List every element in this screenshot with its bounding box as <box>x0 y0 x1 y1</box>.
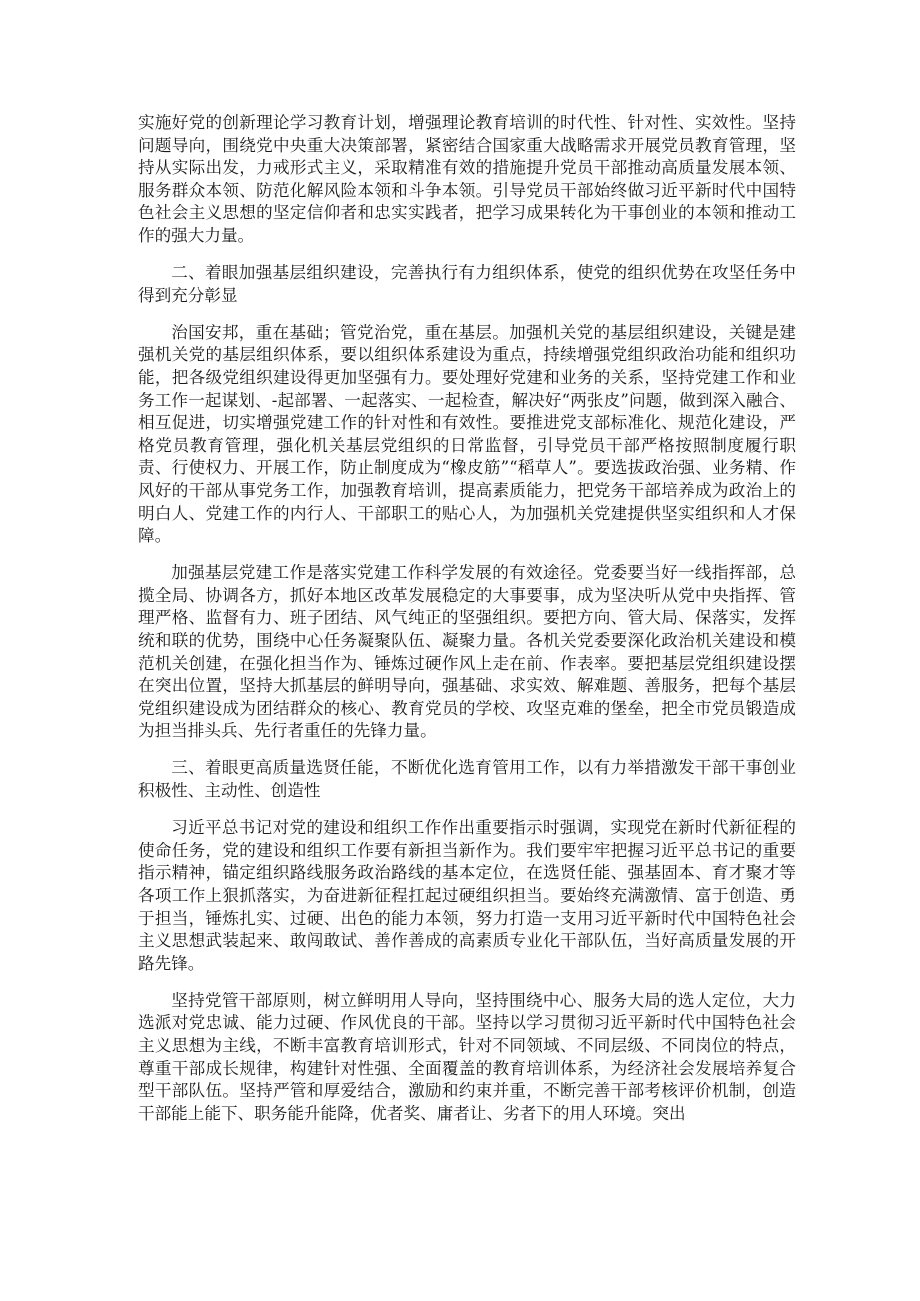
paragraph-theory-study: 实施好党的创新理论学习教育计划，增强理论教育培训的时代性、针对性、实效性。坚持问题导向，围绕党中央重大决策部署，紧密结合国家重大战略需求开展党员教育管理，坚持从实际出发，力戒形式主义，采取精准有效的措施提升党员干部推动高质量发展本领、服务群众本领、防范化解风险本领和斗争本领。引导党员干部始终做习近平新时代中国特色社会主义思想的坚定信仰者和忠实实践者，把学习成果转化为干事创业的本领和推动工作的强大力量。 <box>138 113 796 245</box>
section-heading-three: 三、着眼更高质量选贤任能，不断优化选育管用工作，以有力举措激发干部干事创业积极性、主动性、创造性 <box>138 758 796 801</box>
paragraph-cadre-management: 坚持党管干部原则，树立鲜明用人导向，坚持围绕中心、服务大局的选人定位，大力选派对党忠诚、能力过硬、作风优良的干部。坚持以学习贯彻习近平新时代中国特色社会主义思想为主线，不断丰富教育培训形式，针对不同领域、不同层级、不同岗位的特点，尊重干部成长规律，构建针对性强、全面覆盖的教育培训体系，为经济社会发展培养复合型干部队伍。坚持严管和厚爱结合，激励和约束并重，不断完善干部考核评价机制，创造干部能上能下、职务能升能降，优者奖、庸者让、劣者下的用人环境。突出 <box>138 990 796 1123</box>
paragraph-grassroots-party-building: 加强基层党建工作是落实党建工作科学发展的有效途径。党委要当好一线指挥部，总揽全局、协调各方，抓好本地区改革发展稳定的大事要事，成为坚决听从党中央指挥、管理严格、监督有力、班子团结、风气纯正的坚强组织。要把方向、管大局、保落实，发挥统和联的优势，围绕中心任务凝聚队伍、凝聚力量。各机关党委要深化政治机关建设和模范机关创建，在强化担当作为、锤炼过硬作风上走在前、作表率。要把基层党组织建设摆在突出位置，坚持大抓基层的鲜明导向，强基础、求实效、解难题、善服务，把每个基层党组织建设成为团结群众的核心、教育党员的学校、攻坚克难的堡垒，把全市党员锻造成为担当排头兵、先行者重任的先锋力量。 <box>138 563 796 741</box>
paragraph-xi-instructions: 习近平总书记对党的建设和组织工作作出重要指示时强调，实现党在新时代新征程的使命任务，党的建设和组织工作要有新担当新作为。我们要牢牢把握习近平总书记的重要指示精神，锚定组织路线服务政治路线的基本定位，在选贤任能、强基固本、育才聚才等各项工作上狠抓落实，为奋进新征程扛起过硬组织担当。要始终充满激情、富于创造、勇于担当，锤炼扎实、过硬、出色的能力本领，努力打造一支用习近平新时代中国特色社会主义思想武装起来、敢闯敢试、善作善成的高素质专业化干部队伍，当好高质量发展的开路先锋。 <box>138 818 796 973</box>
document-page <box>138 112 796 1125</box>
section-heading-two: 二、着眼加强基层组织建设，完善执行有力组织体系，使党的组织优势在攻坚任务中得到充分彰显 <box>138 263 796 305</box>
paragraph-grassroots-organization: 治国安邦，重在基础；管党治党，重在基层。加强机关党的基层组织建设，关键是建强机关党的基层组织体系，要以组织体系建设为重点，持续增强党组织政治功能和组织功能，把各级党组织建设得更加坚强有力。要处理好党建和业务的关系，坚持党建工作和业务工作一起谋划、-起部署、一起落实、一起检查，解决好“两张皮”问题，做到深入融合、相互促进，切实增强党建工作的针对性和有效性。要推进党支部标准化、规范化建设，严格党员教育管理，强化机关基层党组织的日常监督，引导党员干部严格按照制度履行职责、行使权力、开展工作，防止制度成为“橡皮筋”“稻草人”。要选拔政治强、业务精、作风好的干部从事党务工作，加强教育培训，提高素质能力，把党务干部培养成为政治上的明白人、党建工作的内行人、干部职工的贴心人，为加强机关党建提供坚实组织和人才保障。 <box>138 322 796 546</box>
